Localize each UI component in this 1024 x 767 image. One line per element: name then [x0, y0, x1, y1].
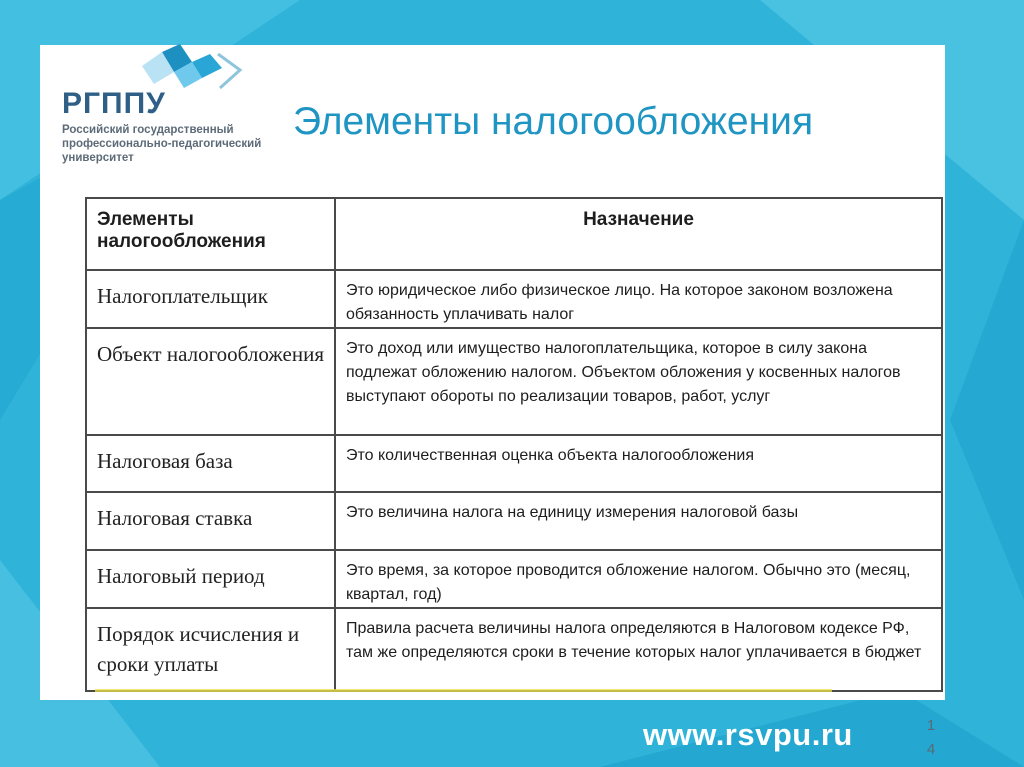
footer-url: www.rsvpu.ru [643, 717, 853, 752]
row-element: Объект налогообложения [86, 328, 335, 435]
table-header-row [86, 198, 942, 270]
slide-title: Элементы налогообложения [293, 100, 814, 143]
header-purpose: Назначение [335, 198, 942, 270]
row-purpose: Это величина налога на единицу измерения налоговой базы [335, 492, 942, 550]
table-row [86, 608, 942, 691]
logo-name: РГППУ [62, 87, 166, 120]
table-row [86, 492, 942, 550]
table-row [86, 550, 942, 608]
page-number: 1 4 [926, 717, 936, 758]
row-purpose: Правила расчета величины налога определяются в Налоговом кодексе РФ, там же определяются сроки в течение которых налог уплачивается в бюджет [335, 608, 942, 691]
row-element: Налоговая база [86, 435, 335, 492]
row-purpose: Это время, за которое проводится обложение налогом. Обычно это (месяц, квартал, год) [335, 550, 942, 608]
table-row [86, 328, 942, 435]
header-elements: Элементы налогообложения [86, 198, 335, 270]
row-element: Порядок исчисления и сроки уплаты [86, 608, 335, 691]
logo-subtitle: Российский государственный профессионально-педагогический университет [62, 124, 262, 164]
decorative-underline [95, 689, 832, 692]
table-row [86, 270, 942, 328]
row-element: Налоговый период [86, 550, 335, 608]
university-logo [62, 44, 272, 184]
row-purpose: Это количественная оценка объекта налогообложения [335, 435, 942, 492]
tax-elements-table [85, 197, 943, 692]
row-element: Налогоплательщик [86, 270, 335, 328]
row-element: Налоговая ставка [86, 492, 335, 550]
row-purpose: Это доход или имущество налогоплательщика, которое в силу закона подлежат обложению налогом. Объектом обложения у косвенных налогов выступают обороты по реализации товаров, работ, услуг [335, 328, 942, 435]
table-row [86, 435, 942, 492]
row-purpose: Это юридическое либо физическое лицо. На которое законом возложена обязанность уплачивать налог [335, 270, 942, 328]
